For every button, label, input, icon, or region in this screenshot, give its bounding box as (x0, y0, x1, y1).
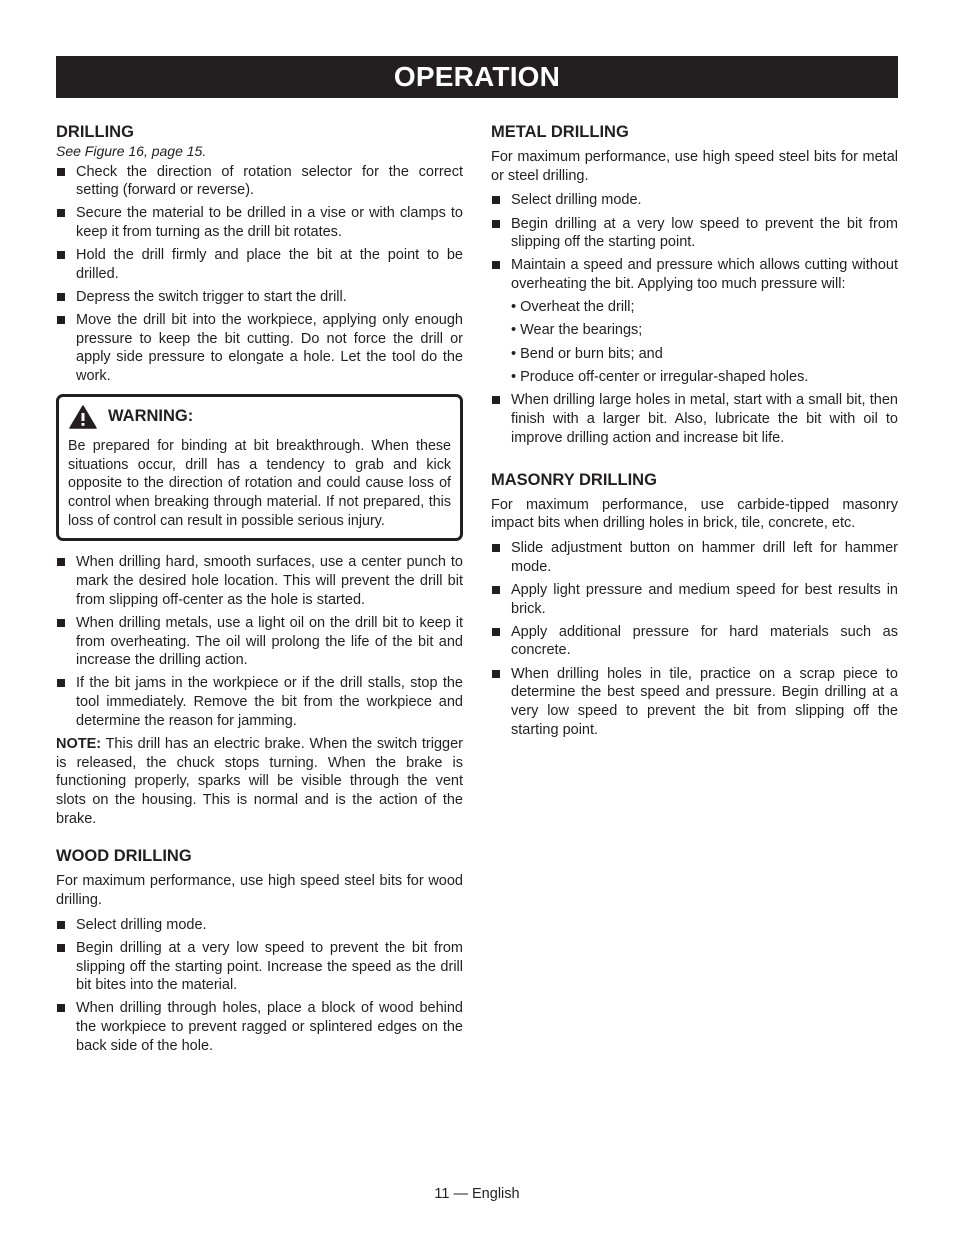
masonry-drilling-intro: For maximum performance, use carbide-tipped masonry impact bits when drilling holes in brick, tile, concrete, etc. (491, 496, 898, 532)
list-item: Maintain a speed and pressure which allows cutting without overheating the bit. Applying too much pressure will: (491, 256, 898, 293)
metal-drilling-intro: For maximum performance, use high speed steel bits for metal or steel drilling. (491, 149, 898, 184)
right-column (491, 122, 898, 744)
metal-drilling-heading: METAL DRILLING (491, 123, 629, 141)
warning-title: WARNING: (108, 407, 194, 426)
warning-header (68, 405, 451, 429)
masonry-drilling-list (491, 539, 898, 739)
list-item: Begin drilling at a very low speed to prevent the bit from slipping off the starting point. (491, 215, 898, 252)
square-bullet-icon (492, 196, 500, 204)
left-column (56, 122, 463, 1060)
warning-box (56, 394, 463, 542)
banner-title: OPERATION (393, 61, 561, 92)
list-item: When drilling metals, use a light oil on the drill bit to keep it from overheating. The oil will prolong the life of the bit and increase the drilling action. (56, 614, 463, 670)
square-bullet-icon (57, 168, 65, 176)
square-bullet-icon (57, 679, 65, 687)
dot-bullet-icon: • (511, 368, 517, 385)
masonry-drilling-heading: MASONRY DRILLING (491, 470, 657, 489)
square-bullet-icon (492, 670, 500, 678)
sub-list-item: • Overheat the drill; (511, 299, 635, 316)
drilling-tips-list (56, 553, 463, 730)
square-bullet-icon (57, 251, 65, 259)
wood-drilling-heading: WOOD DRILLING (56, 847, 192, 866)
sub-list-item: • Produce off-center or irregular-shaped holes. (511, 368, 809, 385)
square-bullet-icon (492, 628, 500, 636)
list-item: Move the drill bit into the workpiece, applying only enough pressure to keep the bit cutting. Do not force the drill or apply side pressure to elongate a hole. Let the tool do the work. (56, 311, 463, 386)
list-item: Check the direction of rotation selector for the correct setting (forward or reverse). (56, 163, 463, 200)
page-number: 11 — English (434, 1186, 520, 1202)
metal-drilling-sublist (511, 298, 898, 387)
square-bullet-icon (492, 586, 500, 594)
note-paragraph (56, 735, 463, 829)
square-bullet-icon (492, 544, 500, 552)
list-item: When drilling hard, smooth surfaces, use a center punch to mark the desired hole location. This will prevent the drill bit from slipping off-center as the hole is started. (56, 553, 463, 609)
square-bullet-icon (57, 293, 65, 301)
square-bullet-icon (57, 944, 65, 952)
dot-bullet-icon: • (511, 345, 517, 362)
section-banner (56, 56, 898, 98)
square-bullet-icon (57, 921, 65, 929)
metal-drilling-list (491, 191, 898, 293)
warning-text: Be prepared for binding at bit breakthrough. When these situations occur, drill has a tendency to grab and kick opposite to the direction of rotation and could cause loss of control when breaking through material. If not prepared, this loss of control can result in possible serious injury. (68, 437, 451, 529)
note-text: This drill has an electric brake. When the switch trigger is released, the chuck stops turning. When the brake is functioning properly, sparks will be visible through the vent slots on the housing. This is normal and is the action of the brake. (56, 735, 463, 827)
list-item: When drilling holes in tile, practice on a scrap piece to determine the best speed and pressure. Begin drilling at a very low speed to prevent the bit from slipping off the starting point. (491, 665, 898, 740)
list-item: Secure the material to be drilled in a vise or with clamps to keep it from turning as the drill bit rotates. (56, 204, 463, 241)
sub-list-item: • Wear the bearings; (511, 322, 643, 339)
square-bullet-icon (57, 316, 65, 324)
metal-drilling-list-2 (491, 391, 898, 447)
drilling-heading: DRILLING (56, 123, 134, 141)
list-item: When drilling large holes in metal, start with a small bit, then finish with a larger bit. Also, lubricate the bit with oil to improve drilling action and increase bit life. (491, 391, 898, 447)
square-bullet-icon (57, 558, 65, 566)
dot-bullet-icon: • (511, 322, 517, 339)
dot-bullet-icon: • (511, 299, 517, 316)
square-bullet-icon (492, 396, 500, 404)
wood-drilling-list (56, 916, 463, 1056)
square-bullet-icon (57, 619, 65, 627)
list-item: If the bit jams in the workpiece or if the drill stalls, stop the tool immediately. Remove the bit from the workpiece and determine the reason for jamming. (56, 674, 463, 730)
list-item: Select drilling mode. (491, 191, 898, 210)
list-item: Depress the switch trigger to start the drill. (56, 288, 463, 307)
list-item: Begin drilling at a very low speed to prevent the bit from slipping off the starting point. Increase the speed as the drill bit bites into the material. (56, 939, 463, 995)
list-item: Hold the drill firmly and place the bit at the point to be drilled. (56, 246, 463, 283)
warning-triangle-icon (69, 405, 97, 429)
sub-list-item: • Bend or burn bits; and (511, 345, 663, 362)
drilling-list (56, 163, 463, 386)
list-item: Apply additional pressure for hard materials such as concrete. (491, 623, 898, 660)
square-bullet-icon (492, 261, 500, 269)
list-item: Select drilling mode. (56, 916, 463, 935)
figure-reference: See Figure 16, page 15. (56, 143, 207, 159)
square-bullet-icon (57, 1004, 65, 1012)
list-item: When drilling through holes, place a block of wood behind the workpiece to prevent ragged or splintered edges on the back side of the hole. (56, 999, 463, 1055)
square-bullet-icon (57, 209, 65, 217)
square-bullet-icon (492, 220, 500, 228)
list-item: Apply light pressure and medium speed for best results in brick. (491, 581, 898, 618)
page-footer (0, 1186, 954, 1202)
note-label: NOTE: (56, 735, 102, 752)
list-item: Slide adjustment button on hammer drill left for hammer mode. (491, 539, 898, 576)
wood-drilling-intro: For maximum performance, use high speed steel bits for wood drilling. (56, 873, 463, 909)
